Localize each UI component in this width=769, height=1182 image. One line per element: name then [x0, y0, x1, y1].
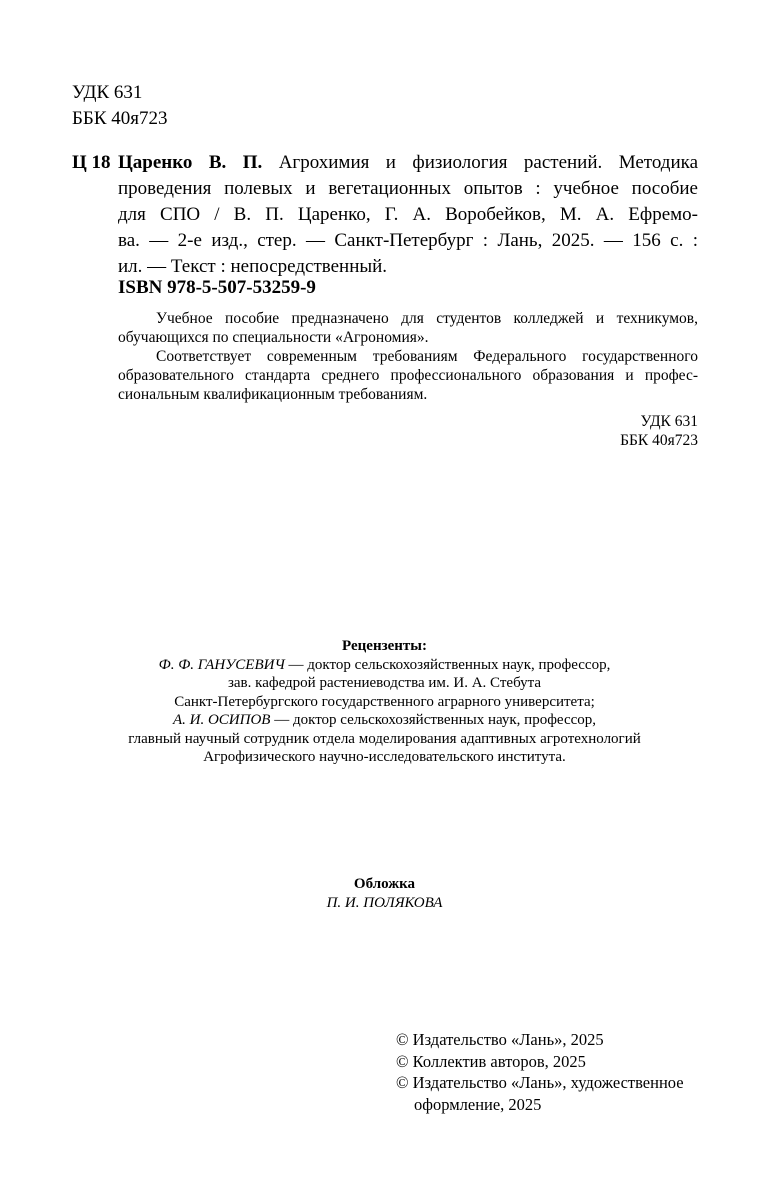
reviewer-2-name: А. И. ОСИПОВ: [172, 712, 271, 728]
cover-credit: [0, 875, 769, 912]
annotation-line: сиональным квалификационным требованиям.: [118, 386, 428, 403]
author-mark: Ц 18: [72, 152, 111, 173]
reviewer-2-affiliation: Агрофизического научно-исследовательского института.: [203, 749, 566, 765]
bibliographic-description: [118, 150, 698, 280]
biblio-line: для СПО / В. П. Царенко, Г. А. Воробейков, М. А. Ефремо-: [118, 204, 698, 225]
cover-heading: Обложка: [353, 876, 416, 892]
reviewer-2-position: главный научный сотрудник отдела моделирования адаптивных агротехнологий: [128, 730, 641, 747]
udk-code: УДК 631: [640, 413, 698, 430]
annotation-line: образовательного стандарта среднего профессионального образования и профес-: [118, 367, 698, 384]
copyright-line: © Издательство «Лань», 2025: [396, 1030, 604, 1049]
reviewers-heading: Рецензенты:: [342, 638, 427, 654]
annotation-line: Соответствует современным требованиям Федерального государственного: [156, 348, 698, 365]
classification-codes-top: [72, 80, 167, 132]
cover-designer: П. И. ПОЛЯКОВА: [326, 894, 443, 911]
annotation: [118, 309, 698, 404]
reviewer-1-affiliation: Санкт-Петербургского государственного аграрного университета;: [174, 693, 595, 710]
reviewer-2: А. И. ОСИПОВ — доктор сельскохозяйственных наук, профессор,: [172, 712, 597, 728]
bbk-code: ББК 40я723: [72, 108, 168, 129]
reviewers-block: [0, 637, 769, 767]
biblio-line: ва. — 2-е изд., стер. — Санкт-Петербург : Лань, 2025. — 156 с. :: [118, 230, 698, 251]
biblio-line: проведения полевых и вегетационных опытов : учебное пособие: [118, 178, 698, 199]
copyright-block: [396, 1029, 684, 1115]
copyright-line: © Издательство «Лань», художественное: [396, 1073, 684, 1092]
biblio-line: ил. — Текст : непосредственный.: [118, 256, 388, 277]
author-name: Царенко В. П.: [118, 152, 263, 173]
annotation-line: обучающихся по специальности «Агрономия».: [118, 329, 429, 346]
udk-code: УДК 631: [72, 82, 143, 103]
reviewer-1-name: Ф. Ф. ГАНУСЕВИЧ: [158, 656, 285, 673]
classification-codes-bottom: [620, 412, 698, 450]
annotation-line: Учебное пособие предназначено для студентов колледжей и техникумов,: [156, 310, 698, 327]
bbk-code: ББК 40я723: [620, 432, 698, 449]
biblio-line: Царенко В. П. Агрохимия и физиология растений. Методика: [118, 152, 699, 173]
copyright-line: оформление, 2025: [414, 1094, 542, 1114]
reviewer-1-position: зав. кафедрой растениеводства им. И. А. Стебута: [227, 675, 542, 691]
copyright-line: © Коллектив авторов, 2025: [396, 1051, 586, 1071]
isbn: ISBN 978-5-507-53259-9: [118, 277, 316, 298]
reviewer-1: Ф. Ф. ГАНУСЕВИЧ — доктор сельскохозяйственных наук, профессор,: [158, 656, 611, 673]
